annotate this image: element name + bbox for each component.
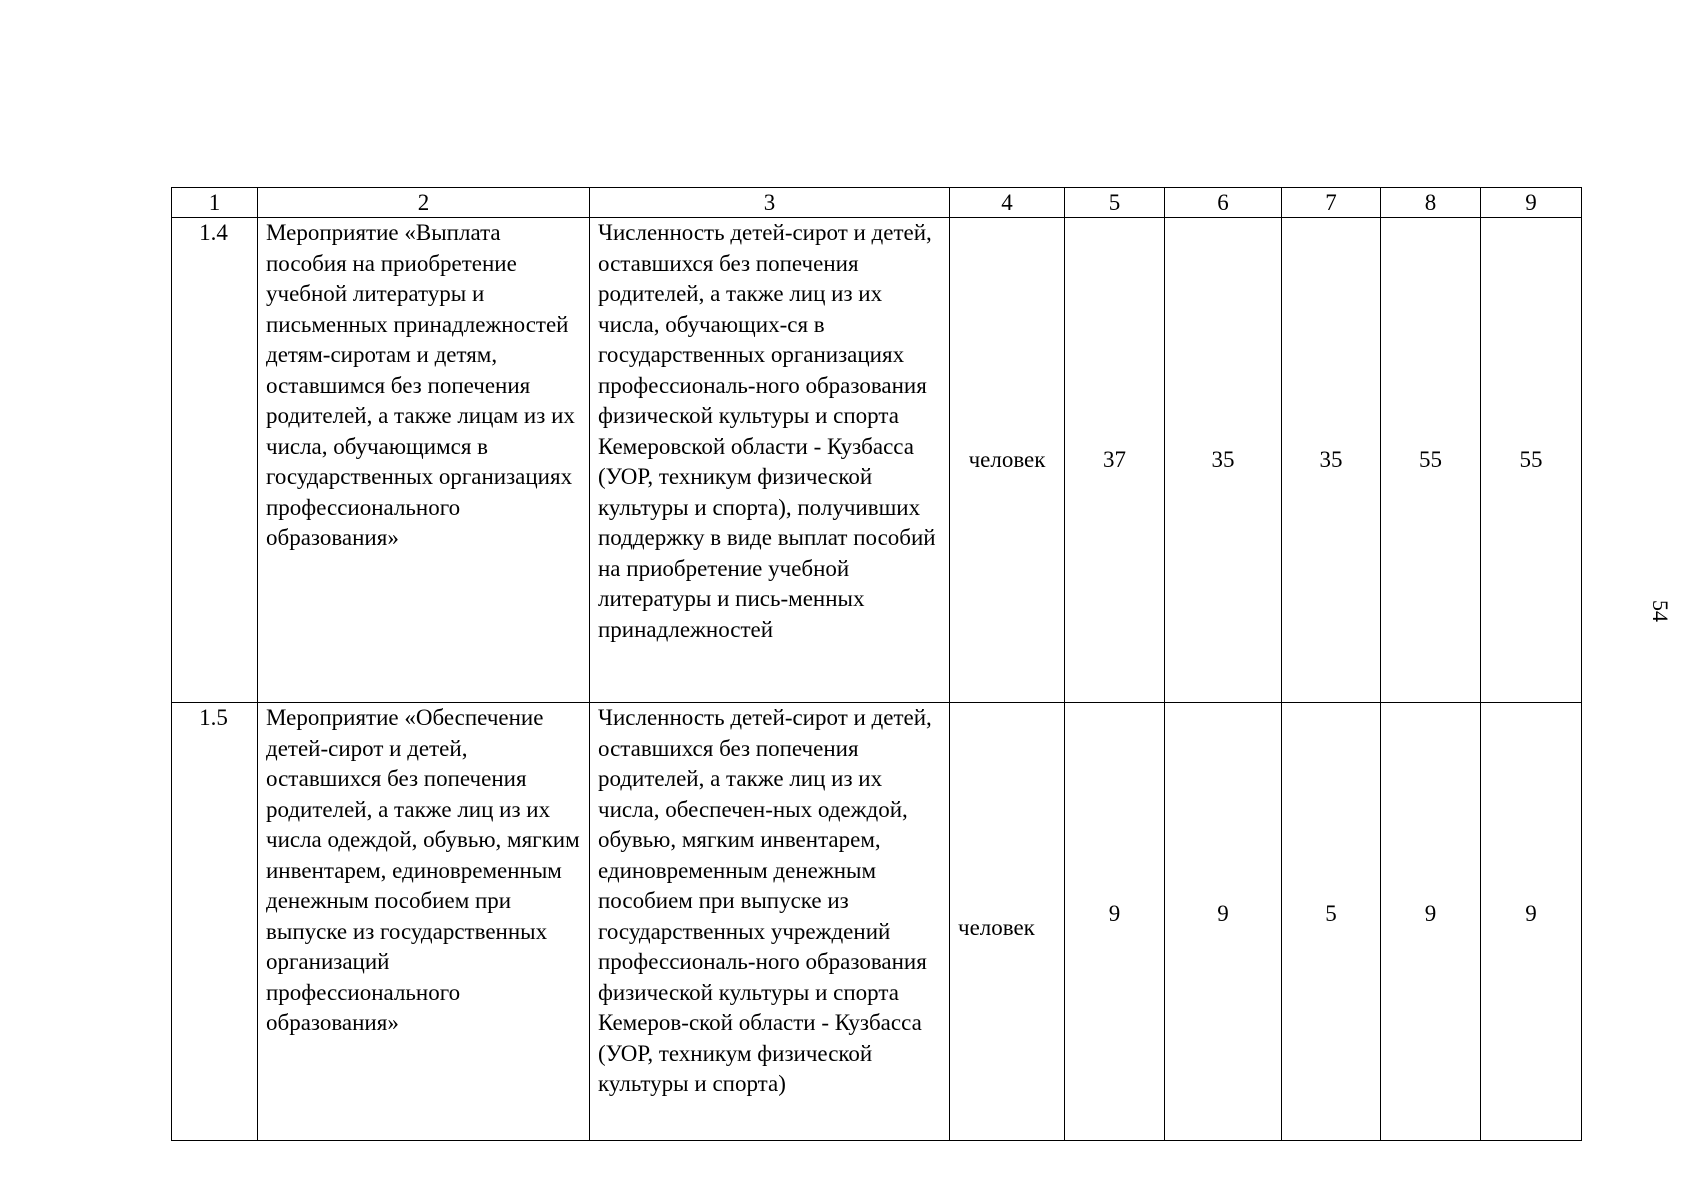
header-cell: 5 — [1065, 188, 1165, 218]
row-number-cell — [172, 703, 258, 1141]
row-number: 1.5 — [199, 705, 228, 730]
indicators-table — [171, 187, 1582, 1141]
indicator-name-cell: Численность детей-сирот и детей, оставшихся без попечения родителей, а также лиц из их числа, обеспечен-ных одеждой, обувью, мягким инвентарем, единовременным денежным пособием при выпуске из государственных учреждений профессиональ-ного образования физической культуры и спорта Кемеров-ской области - Кузбасса (УОР, техникум физической культуры и спорта) — [590, 703, 950, 1141]
header-cell: 1 — [172, 188, 258, 218]
unit-cell: человек — [950, 218, 1065, 703]
unit-cell: человек — [950, 703, 1065, 1141]
row-number: 1.4 — [199, 220, 228, 245]
value-cell: 37 — [1065, 218, 1165, 703]
row-number-cell — [172, 218, 258, 703]
value-cell: 35 — [1165, 218, 1282, 703]
value-cell: 9 — [1381, 703, 1481, 1141]
header-cell: 4 — [950, 188, 1065, 218]
value-cell: 9 — [1481, 703, 1582, 1141]
value-cell: 9 — [1065, 703, 1165, 1141]
value-cell: 5 — [1282, 703, 1381, 1141]
event-name-cell: Мероприятие «Выплата пособия на приобретение учебной литературы и письменных принадлежностей детям-сиротам и детям, оставшимся без попечения родителей, а также лицам из их числа, обучающимся в государственных организациях профессионального образования» — [258, 218, 590, 703]
header-cell: 2 — [258, 188, 590, 218]
header-cell: 9 — [1481, 188, 1582, 218]
value-cell: 55 — [1381, 218, 1481, 703]
header-cell: 8 — [1381, 188, 1481, 218]
value-cell: 35 — [1282, 218, 1381, 703]
event-name-cell: Мероприятие «Обеспечение детей-сирот и детей, оставшихся без попечения родителей, а также лиц из их числа одеждой, обувью, мягким инвентарем, единовременным денежным пособием при выпуске из государственных организаций профессионального образования» — [258, 703, 590, 1141]
header-cell: 3 — [590, 188, 950, 218]
table-header-row — [172, 188, 1582, 218]
value-cell: 55 — [1481, 218, 1582, 703]
page-number: 54 — [1648, 600, 1673, 622]
indicator-name-cell: Численность детей-сирот и детей, оставшихся без попечения родителей, а также лиц из их числа, обучающих-ся в государственных организациях профессиональ-ного образования физической культуры и спорта Кемеровской области - Кузбасса (УОР, техникум физической культуры и спорта), получивших поддержку в виде выплат пособий на приобретение учебной литературы и пись-менных принадлежностей — [590, 218, 950, 703]
value-cell: 9 — [1165, 703, 1282, 1141]
header-cell: 7 — [1282, 188, 1381, 218]
header-cell: 6 — [1165, 188, 1282, 218]
table-row — [172, 703, 1582, 1141]
table-row — [172, 218, 1582, 703]
